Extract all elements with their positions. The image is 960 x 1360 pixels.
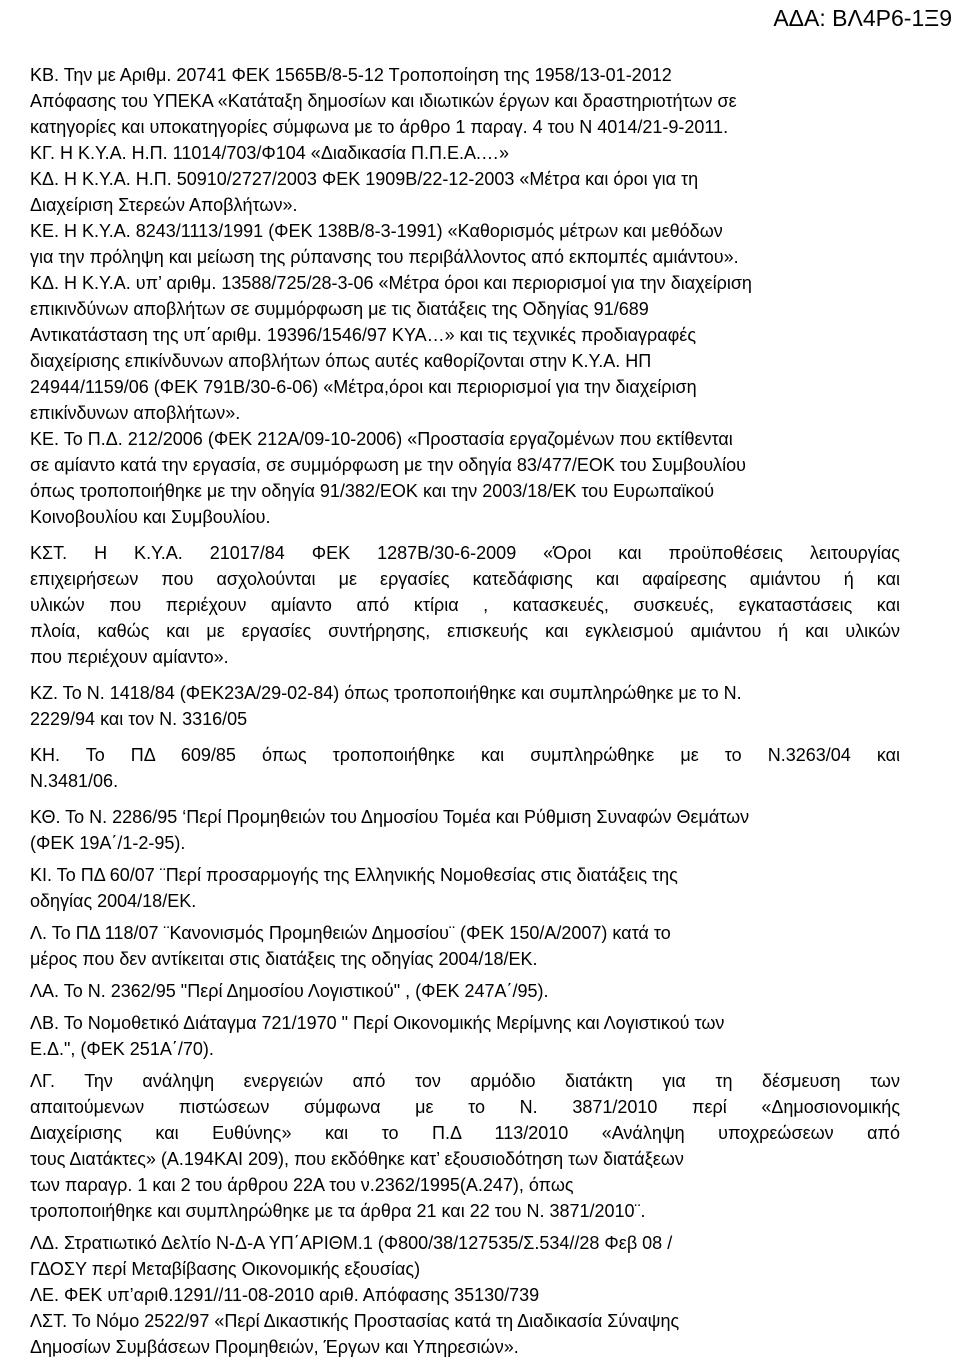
text-line: ΛΑ. Το Ν. 2362/95 "Περί Δημοσίου Λογιστικού" , (ΦΕΚ 247Α΄/95). [30, 981, 549, 1001]
text-line: Απόφασης του ΥΠΕΚΑ «Κατάταξη δημοσίων και ιδιωτικών έργων και δραστηριοτήτων σε [30, 91, 737, 111]
text-line: ΛΔ. Στρατιωτικό Δελτίο Ν-Δ-Α ΥΠ΄ΑΡΙΘΜ.1 (Φ800/38/127535/Σ.534//28 Φεβ 08 / [30, 1233, 673, 1253]
text-line: Διαχείρισης και Ευθύνης» και το Π.Δ 113/2010 «Ανάληψη υποχρεώσεων από [30, 1123, 900, 1143]
text-line: 24944/1159/06 (ΦΕΚ 791Β/30-6-06) «Μέτρα,όροι και περιορισμοί για την διαχείριση [30, 377, 697, 397]
text-line: υλικών που περιέχουν αμίαντο από κτίρια , κατασκευές, συσκευές, εγκαταστάσεις και [30, 595, 900, 615]
text-line: επικίνδυνων αποβλήτων». [30, 403, 241, 423]
paragraph-kz [0, 680, 960, 732]
text-line: (ΦΕΚ 19Α΄/1-2-95). [30, 833, 186, 853]
text-line: ΚΕ. Η Κ.Υ.Α. 8243/1113/1991 (ΦΕΚ 138Β/8-3-1991) «Καθορισμός μέτρων και μεθόδων [30, 221, 723, 241]
document-body [0, 62, 960, 1360]
text-line: διαχείρισης επικίνδυνων αποβλήτων όπως αυτές καθορίζονται στην Κ.Υ.Α. ΗΠ [30, 351, 652, 371]
text-line: των παραγρ. 1 και 2 του άρθρου 22Α του ν.2362/1995(Α.247), όπως [30, 1175, 574, 1195]
text-line: ΚΕ. Το Π.Δ. 212/2006 (ΦΕΚ 212Α/09-10-2006) «Προστασία εργαζομένων που εκτίθενται [30, 429, 733, 449]
paragraph-kth [0, 804, 960, 856]
text-line: που περιέχουν αμίαντο». [30, 647, 229, 667]
paragraph-lst [0, 1308, 960, 1360]
paragraph-kg [0, 140, 960, 166]
text-line: ΚΔ. Η Κ.Υ.Α. υπ’ αριθμ. 13588/725/28-3-06 «Μέτρα όροι και περιορισμοί για την διαχείριση [30, 273, 752, 293]
text-line: ΚΣΤ. Η Κ.Υ.Α. 21017/84 ΦΕΚ 1287Β/30-6-2009 «Όροι και προϋποθέσεις λειτουργίας [30, 543, 900, 563]
paragraph-le [0, 1282, 960, 1308]
text-line: Κοινοβουλίου και Συμβουλίου. [30, 507, 271, 527]
text-line: οδηγίας 2004/18/ΕΚ. [30, 891, 197, 911]
paragraph-kd2 [0, 270, 960, 426]
text-line: 2229/94 και τον Ν. 3316/05 [30, 709, 248, 729]
text-line: Διαχείριση Στερεών Αποβλήτων». [30, 195, 298, 215]
paragraph-kd [0, 166, 960, 218]
paragraph-la [0, 978, 960, 1004]
text-line: ΛΓ. Την ανάληψη ενεργειών από τον αρμόδιο διατάκτη για τη δέσμευση των [30, 1071, 900, 1091]
paragraph-kh [0, 742, 960, 794]
paragraph-kv [0, 62, 960, 140]
text-line: απαιτούμενων πιστώσεων σύμφωνα με το Ν. 3871/2010 περί «Δημοσιονομικής [30, 1097, 900, 1117]
text-line: επικινδύνων αποβλήτων σε συμμόρφωση με τις διατάξεις της Οδηγίας 91/689 [30, 299, 649, 319]
paragraph-ld [0, 1230, 960, 1282]
text-line: πλοία, καθώς και με εργασίες συντήρησης, επισκευής και εγκλεισμού αμιάντου ή και υλικών [30, 621, 900, 641]
text-line: ΓΔΟΣΥ περί Μεταβίβασης Οικονομικής εξουσίας) [30, 1259, 421, 1279]
text-line: Ε.Δ.", (ΦΕΚ 251Α΄/70). [30, 1039, 214, 1059]
paragraph-lb [0, 1010, 960, 1062]
text-line: ΚΔ. Η Κ.Υ.Α. Η.Π. 50910/2727/2003 ΦΕΚ 1909Β/22-12-2003 «Μέτρα και όροι για τη [30, 169, 699, 189]
text-line: τροποποιήθηκε και συμπληρώθηκε με τα άρθρα 21 και 22 του Ν. 3871/2010¨. [30, 1201, 646, 1221]
text-line: Δημοσίων Συμβάσεων Προμηθειών, Έργων και Υπηρεσιών». [30, 1337, 519, 1357]
text-line: μέρος που δεν αντίκειται στις διατάξεις της οδηγίας 2004/18/ΕΚ. [30, 949, 538, 969]
text-line: ΛΣΤ. Το Νόμο 2522/97 «Περί Δικαστικής Προστασίας κατά τη Διαδικασία Σύναψης [30, 1311, 680, 1331]
paragraph-ke [0, 218, 960, 270]
text-line: τους Διατάκτες» (Α.194ΚΑΙ 209), που εκδόθηκε κατ’ εξουσιοδότηση των διατάξεων [30, 1149, 684, 1169]
text-line: ΚΗ. Το ΠΔ 609/85 όπως τροποποιήθηκε και συμπληρώθηκε με το Ν.3263/04 και [30, 745, 900, 765]
paragraph-l [0, 920, 960, 972]
text-line: ΚΘ. Το Ν. 2286/95 ‘Περί Προμηθειών του Δημοσίου Τομέα και Ρύθμιση Συναφών Θεμάτων [30, 807, 750, 827]
text-line: για την πρόληψη και μείωση της ρύπανσης του περιβάλλοντος από εκπομπές αμιάντου». [30, 247, 739, 267]
text-line: Λ. Το ΠΔ 118/07 ¨Κανονισμός Προμηθειών Δημοσίου¨ (ΦΕΚ 150/Α/2007) κατά το [30, 923, 671, 943]
paragraph-kst [0, 540, 960, 670]
text-line: ΚΒ. Την με Αριθμ. 20741 ΦΕΚ 1565Β/8-5-12 Τροποποίηση της 1958/13-01-2012 [30, 65, 672, 85]
text-line: επιχειρήσεων που ασχολούνται με εργασίες κατεδάφισης και αφαίρεσης αμιάντου ή και [30, 569, 900, 589]
text-line: ΛΒ. Το Νομοθετικό Διάταγμα 721/1970 " Περί Οικονομικής Μερίμνης και Λογιστικού των [30, 1013, 725, 1033]
paragraph-lg [0, 1068, 960, 1224]
paragraph-ke2 [0, 426, 960, 530]
ada-code: ΑΔΑ: ΒΛ4Ρ6-1Ξ9 [773, 5, 952, 31]
text-line: ΚΖ. Το Ν. 1418/84 (ΦΕΚ23Α/29-02-84) όπως τροποποιήθηκε και συμπληρώθηκε με το Ν. [30, 683, 742, 703]
text-line: κατηγορίες και υποκατηγορίες σύμφωνα με το άρθρο 1 παραγ. 4 του Ν 4014/21-9-2011. [30, 117, 729, 137]
text-line: Ν.3481/06. [30, 771, 119, 791]
text-line: Αντικατάσταση της υπ΄αριθμ. 19396/1546/97 ΚΥΑ…» και τις τεχνικές προδιαγραφές [30, 325, 696, 345]
text-line: όπως τροποποιήθηκε με την οδηγία 91/382/ΕΟΚ και την 2003/18/ΕΚ του Ευρωπαϊκού [30, 481, 715, 501]
text-line: ΚΙ. Το ΠΔ 60/07 ¨Περί προσαρμογής της Ελληνικής Νομοθεσίας στις διατάξεις της [30, 865, 678, 885]
paragraph-ki [0, 862, 960, 914]
text-line: ΚΓ. Η Κ.Υ.Α. Η.Π. 11014/703/Φ104 «Διαδικασία Π.Π.Ε.Α.…» [30, 143, 509, 163]
text-line: ΛΕ. ΦΕΚ υπ’αριθ.1291//11-08-2010 αριθ. Απόφασης 35130/739 [30, 1285, 540, 1305]
text-line: σε αμίαντο κατά την εργασία, σε συμμόρφωση με την οδηγία 83/477/ΕΟΚ του Συμβουλίου [30, 455, 747, 475]
